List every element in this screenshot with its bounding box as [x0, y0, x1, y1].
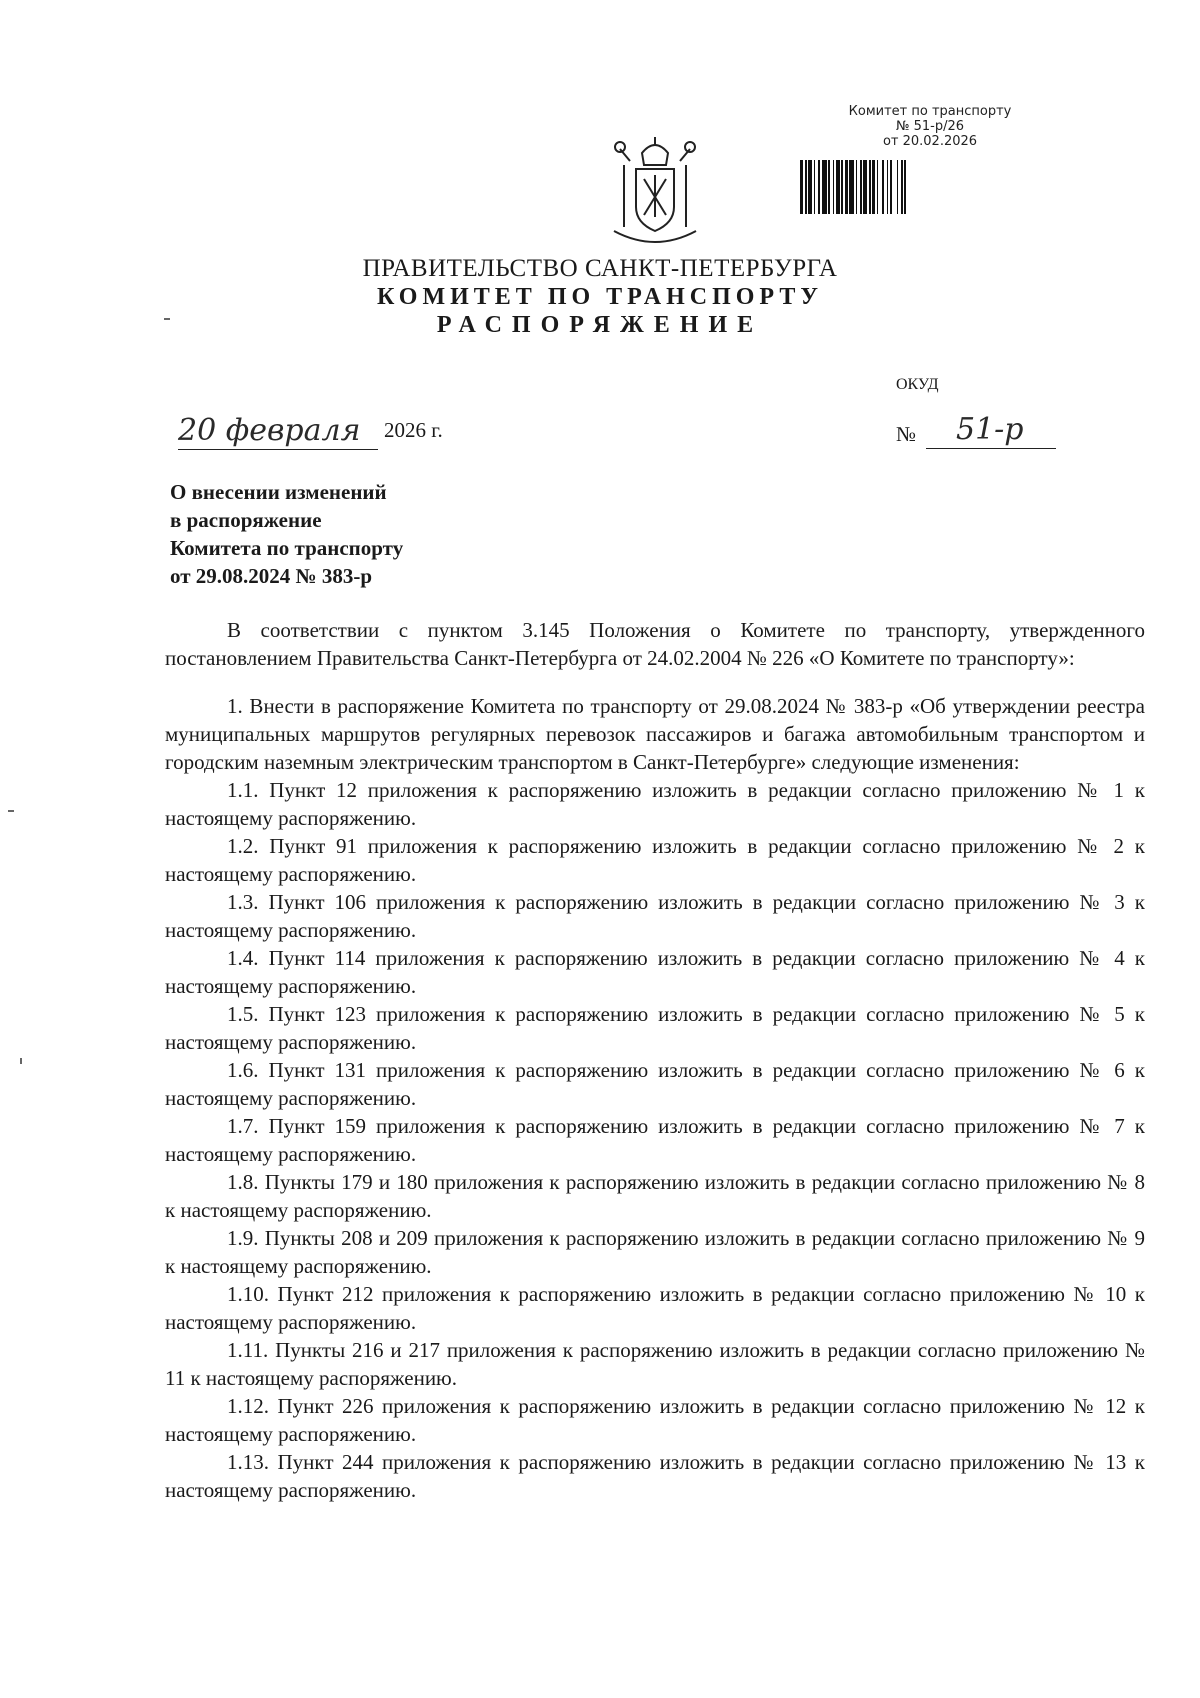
- stamp-line-2: № 51-р/26: [895, 119, 965, 134]
- sub-clause: 1.12. Пункт 226 приложения к распоряжению изложить в редакции согласно приложению № 12 к настоящему распоряжению.: [165, 1394, 1145, 1446]
- scan-mark: [164, 318, 170, 320]
- preamble-paragraph: В соответствии с пунктом 3.145 Положения о Комитете по транспорту, утвержденного постановлением Правительства Санкт-Петербурга от 24.02.2004 № 226 «О Комитете по транспорту»:: [165, 618, 1145, 670]
- sub-clause: 1.11. Пункты 216 и 217 приложения к распоряжению изложить в редакции согласно приложению № 11 к настоящему распоряжению.: [165, 1338, 1145, 1390]
- subject-line: в распоряжение: [170, 508, 322, 532]
- sub-clause: 1.8. Пункты 179 и 180 приложения к распоряжению изложить в редакции согласно приложению № 8 к настоящему распоряжению.: [165, 1170, 1145, 1222]
- document-subject: [170, 478, 403, 590]
- sub-clause: 1.6. Пункт 131 приложения к распоряжению изложить в редакции согласно приложению № 6 к настоящему распоряжению.: [165, 1058, 1145, 1110]
- sub-clause: 1.9. Пункты 208 и 209 приложения к распоряжению изложить в редакции согласно приложению № 9 к настоящему распоряжению.: [165, 1226, 1145, 1278]
- handwritten-date: 20 февраля: [178, 413, 378, 450]
- sub-clause: 1.13. Пункт 244 приложения к распоряжению изложить в редакции согласно приложению № 13 к настоящему распоряжению.: [165, 1450, 1145, 1502]
- subject-line: О внесении изменений: [170, 480, 387, 504]
- okud-label: ОКУД: [896, 376, 939, 393]
- barcode-bar: [906, 160, 910, 214]
- sub-clause: 1.4. Пункт 114 приложения к распоряжению изложить в редакции согласно приложению № 4 к настоящему распоряжению.: [165, 946, 1145, 998]
- number-sign: №: [896, 422, 917, 446]
- barcode: [800, 160, 910, 214]
- date-year: 2026 г.: [384, 418, 443, 442]
- scan-mark: [8, 810, 14, 812]
- handwritten-number: 51-р: [926, 412, 1056, 449]
- committee-title: КОМИТЕТ ПО ТРАНСПОРТУ: [377, 284, 823, 310]
- sub-clause: 1.7. Пункт 159 приложения к распоряжению изложить в редакции согласно приложению № 7 к настоящему распоряжению.: [165, 1114, 1145, 1166]
- subject-line: Комитета по транспорту: [170, 536, 404, 560]
- sub-clause: 1.2. Пункт 91 приложения к распоряжению изложить в редакции согласно приложению № 2 к настоящему распоряжению.: [165, 834, 1145, 886]
- registration-stamp: [790, 104, 1070, 149]
- main-clause: 1. Внести в распоряжение Комитета по транспорту от 29.08.2024 № 383-р «Об утверждении реестра муниципальных маршрутов регулярных перевозок пассажиров и багажа автомобильным транспортом и городским наземным электрическим транспортом в Санкт-Петербурге» следующие изменения:: [165, 694, 1145, 774]
- sub-clause: 1.10. Пункт 212 приложения к распоряжению изложить в редакции согласно приложению № 10 к настоящему распоряжению.: [165, 1282, 1145, 1334]
- stamp-line-1: Комитет по транспорту: [848, 104, 1012, 119]
- document-type: РАСПОРЯЖЕНИЕ: [436, 312, 764, 338]
- subject-line: от 29.08.2024 № 383-р: [170, 564, 373, 588]
- sub-clause: 1.5. Пункт 123 приложения к распоряжению изложить в редакции согласно приложению № 5 к настоящему распоряжению.: [165, 1002, 1145, 1054]
- government-title: ПРАВИТЕЛЬСТВО САНКТ-ПЕТЕРБУРГА: [362, 255, 838, 282]
- stamp-line-3: от 20.02.2026: [882, 134, 978, 149]
- sub-clause: 1.3. Пункт 106 приложения к распоряжению изложить в редакции согласно приложению № 3 к настоящему распоряжению.: [165, 890, 1145, 942]
- document-body: [165, 616, 1145, 1504]
- sub-clause: 1.1. Пункт 12 приложения к распоряжению изложить в редакции согласно приложению № 1 к настоящему распоряжению.: [165, 778, 1145, 830]
- coat-of-arms-emblem: [600, 135, 710, 245]
- scan-mark: [20, 1058, 22, 1064]
